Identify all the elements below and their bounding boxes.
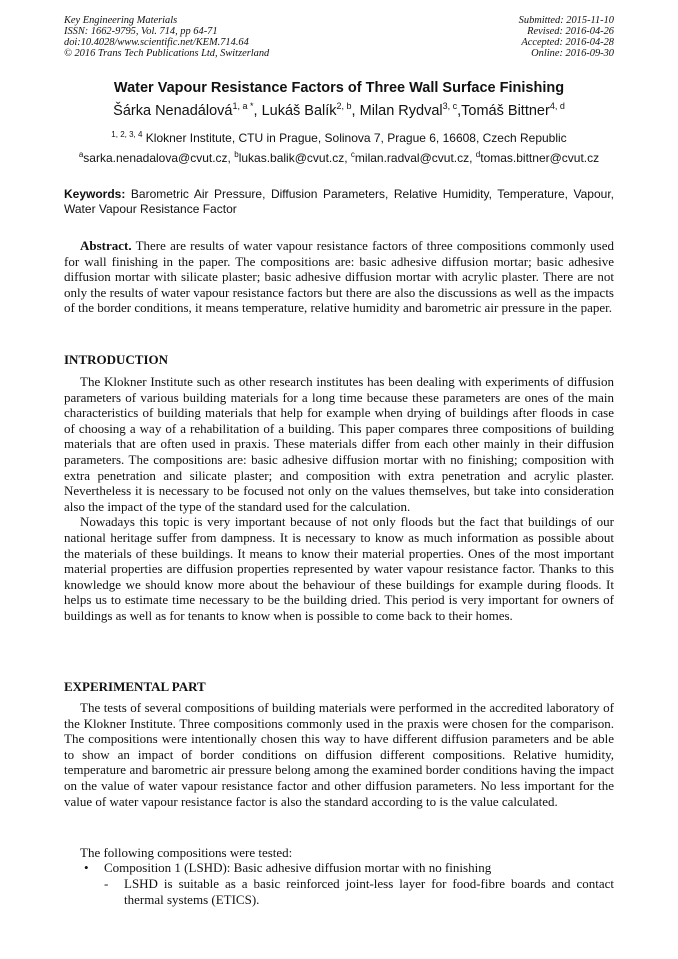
- author-affil-marker: 2, b: [336, 101, 352, 111]
- date-online: Online: 2016-09-30: [531, 48, 614, 59]
- paragraph: The Klokner Institute such as other research institutes has been dealing with experiments of diffusion parameters of various building materials for a long time because these parameters are ones of the main characteristics of building materials that help for example when drying of buildings after floods in case of choosing a way of a rehabilitation of a building. This paper compares three compositions of building materials that are often used in praxis. These materials differ from each other mainly in their diffusion parameters. The compositions are: basic adhesive diffusion mortar with no finishing; composition with extra penetration and silicate plaster; and composition with extra penetration and acrylic plaster. Nevertheless it is necessary to be focused not only on the values themselves, but take into consideration also the impact of the type of the standard used for the calculation.: [64, 374, 614, 514]
- keywords-text: Barometric Air Pressure, Diffusion Parameters, Relative Humidity, Temperature, Vapour, Water Vapour Resistance Factor: [64, 187, 614, 216]
- publication-dates: [519, 15, 614, 59]
- paragraph: Nowadays this topic is very important because of not only floods but the fact that buildings of our national heritage suffer from dampness. It is necessary to know as much information as possible about the materials of these buildings. It means to know their material properties. Ones of the most important material properties are diffusion properties represented by water vapour resistance factor. Thanks to this knowledge we should know more about the behaviour of these buildings for example during floods. It helps us to estimate time necessary to be the building dried. This period is very important for owners of buildings as well as for tenants to know when is possible to come back to their homes.: [64, 514, 614, 623]
- affiliation-marker: 1, 2, 3, 4: [111, 130, 143, 139]
- list-intro: The following compositions were tested:: [80, 845, 293, 860]
- sub-list-item-text: LSHD is suitable as a basic reinforced joint-less layer for food-fibre boards and contact thermal systems (ETICS).: [124, 876, 614, 907]
- journal-copyright: © 2016 Trans Tech Publications Ltd, Switzerland: [64, 48, 270, 59]
- author-affil-marker: 1, a *: [232, 101, 254, 111]
- section-heading-introduction: INTRODUCTION: [64, 352, 169, 367]
- list-item-text: Composition 1 (LSHD): Basic adhesive diffusion mortar with no finishing: [104, 860, 492, 875]
- date-accepted: Accepted: 2016-04-28: [521, 37, 614, 48]
- author-name: Milan Rydval: [359, 102, 443, 119]
- email-marker: b: [234, 150, 239, 159]
- experimental-body: [64, 700, 614, 809]
- affiliation: [0, 130, 678, 145]
- list-intro-block: [64, 845, 614, 861]
- abstract-label: Abstract.: [80, 238, 132, 253]
- email-marker: d: [475, 150, 481, 159]
- bullet-icon: •: [84, 860, 89, 875]
- paper-title: Water Vapour Resistance Factors of Three Wall Surface Finishing: [113, 80, 565, 96]
- email-address[interactable]: tomas.bittner@cvut.cz: [480, 151, 600, 165]
- journal-info: [64, 15, 269, 59]
- email-address[interactable]: sarka.nenadalova@cvut.cz,: [83, 151, 235, 165]
- paragraph: The tests of several compositions of building materials were performed in the accredited laboratory of the Klokner Institute. Three compositions commonly used in the praxis were chosen for the comparison. The compositions were intentionally chosen this way to have different diffusion parameters and be able to show an impact of border conditions on diffusion different compositions. Relative humidity, temperature and barometric air pressure belong among the examined border conditions having the impact on the value of water vapour resistance factor and other diffusion parameters. No less important for the value of water vapour resistance factor is also the standard according to is the value calculated.: [64, 700, 614, 809]
- email-address[interactable]: milan.radval@cvut.cz,: [354, 151, 476, 165]
- author-name: Šárka Nenadálová: [113, 102, 233, 119]
- affiliation-text: Klokner Institute, CTU in Prague, Solinova 7, Prague 6, 16608, Czech Republic: [142, 131, 567, 145]
- journal-doi: doi:10.4028/www.scientific.net/KEM.714.64: [64, 37, 249, 48]
- author-affil-marker: 3, c: [442, 101, 458, 111]
- email-marker: a: [78, 150, 84, 159]
- abstract: [64, 238, 614, 316]
- date-submitted: Submitted: 2015-11-10: [518, 15, 614, 26]
- introduction-body: [64, 374, 614, 624]
- keywords-label: Keywords:: [64, 187, 126, 201]
- date-revised: Revised: 2016-04-26: [527, 26, 614, 37]
- author-separator: ,: [351, 102, 360, 119]
- author-name: Tomáš Bittner: [461, 102, 550, 119]
- journal-name: Key Engineering Materials: [64, 15, 178, 26]
- email-list: [0, 150, 678, 165]
- email-marker: c: [350, 150, 355, 159]
- author-separator: ,: [253, 102, 262, 119]
- journal-issn: ISSN: 1662-9795, Vol. 714, pp 64-71: [64, 26, 218, 37]
- dash-icon: -: [104, 876, 109, 891]
- author-list: [0, 101, 678, 119]
- keywords: [64, 187, 614, 217]
- section-heading-experimental: EXPERIMENTAL PART: [64, 679, 206, 694]
- email-address[interactable]: lukas.balik@cvut.cz,: [238, 151, 351, 165]
- sub-list-item: [104, 876, 614, 907]
- abstract-text: There are results of water vapour resistance factors of three compositions commonly used for wall finishing in the paper. The compositions are: basic adhesive diffusion mortar; basic adhesive diffusion mortar with silicate plaster; basic adhesive diffusion mortar with acrylic plaster. There are not only the results of water vapour resistance factors but there are also the discussions as well as the impacts of the border conditions, it means temperature, relative humidity and barometric air pressure in the paper.: [64, 238, 614, 316]
- author-name: Lukáš Balík: [261, 102, 337, 119]
- author-affil-marker: 4, d: [549, 101, 565, 111]
- author-separator: ,: [457, 102, 462, 119]
